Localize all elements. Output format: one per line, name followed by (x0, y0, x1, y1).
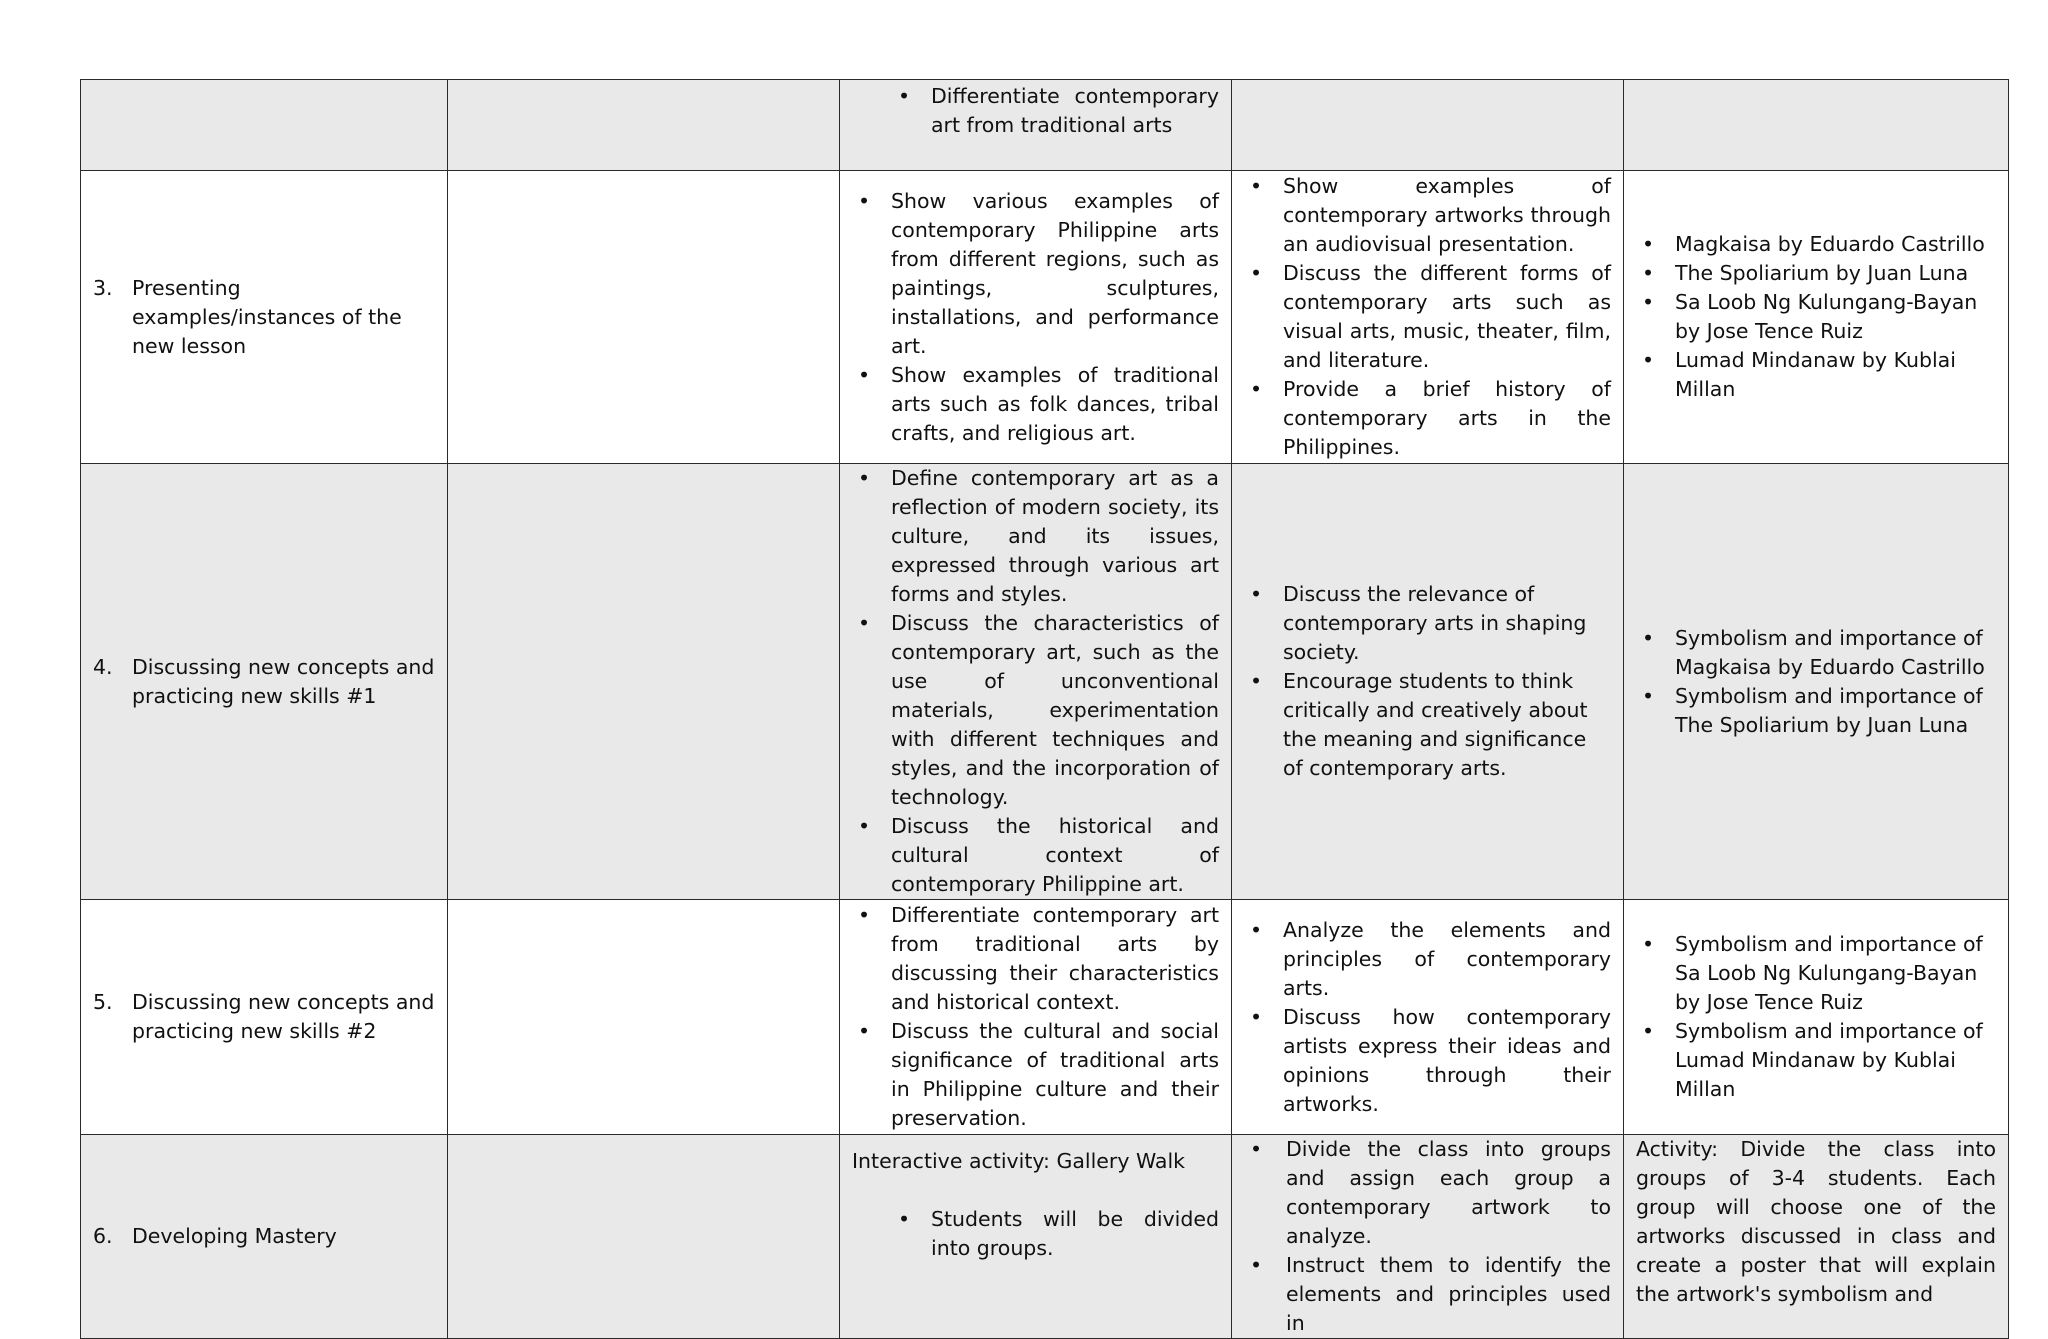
objectives-cell (448, 1135, 840, 1339)
bullet-list (852, 187, 1219, 448)
resources-cell (1624, 900, 2009, 1135)
document-page (80, 79, 2008, 1335)
step-number: 4. (93, 654, 113, 679)
content-cell (840, 80, 1232, 171)
bullet-list (852, 82, 1219, 140)
table-row (81, 900, 2009, 1135)
bullet-list (1636, 624, 1996, 740)
list-item: • Discuss the different forms of contemporary arts such as visual arts, music, theater, film, and literature. (1244, 259, 1611, 375)
list-item: • Discuss the historical and cultural context of contemporary Philippine art. (852, 812, 1219, 899)
objectives-cell (448, 900, 840, 1135)
resources-cell (1624, 1135, 2009, 1339)
bullet-list (1244, 172, 1611, 462)
procedure-cell (81, 80, 448, 171)
list-item: • Students will be divided into groups. (852, 1205, 1219, 1263)
list-item: • The Spoliarium by Juan Luna (1636, 259, 1996, 288)
resources-cell (1624, 171, 2009, 464)
bullet-list (1636, 930, 1996, 1104)
list-item: • Divide the class into groups and assign each group a contemporary artwork to analyze. (1244, 1135, 1611, 1251)
list-item: • Discuss the characteristics of contemporary art, such as the use of unconventional materials, experimentation with different techniques and styles, and the incorporation of technology. (852, 609, 1219, 812)
bullet-list (1636, 230, 1996, 404)
procedure-cell (81, 464, 448, 900)
step-label: Developing Mastery (132, 1224, 337, 1248)
list-item: • Define contemporary art as a reflection of modern society, its culture, and its issues, expressed through various art forms and styles. (852, 464, 1219, 609)
bullet-list (1244, 580, 1611, 783)
list-item: • Show examples of contemporary artworks through an audiovisual presentation. (1244, 172, 1611, 259)
procedure-cell (81, 900, 448, 1135)
list-item: • Discuss the relevance of contemporary arts in shaping society. (1244, 580, 1611, 667)
list-item: • Symbolism and importance of The Spoliarium by Juan Luna (1636, 682, 1996, 740)
objectives-cell (448, 80, 840, 171)
activity-intro: Interactive activity: Gallery Walk (852, 1149, 1186, 1173)
list-item: • Magkaisa by Eduardo Castrillo (1636, 230, 1996, 259)
objectives-cell (448, 464, 840, 900)
step-number: 3. (93, 275, 113, 300)
list-item: • Discuss the cultural and social significance of traditional arts in Philippine culture and their preservation. (852, 1017, 1219, 1133)
activity-cell (1232, 80, 1624, 171)
list-item: • Discuss how contemporary artists express their ideas and opinions through their artworks. (1244, 1003, 1611, 1119)
list-item: • Encourage students to think critically and creatively about the meaning and significance of contemporary arts. (1244, 667, 1611, 783)
table-row (81, 464, 2009, 900)
list-item: • Instruct them to identify the elements and principles used in (1244, 1251, 1611, 1338)
activity-cell (1232, 900, 1624, 1135)
bullet-list (852, 1205, 1219, 1263)
table-row (81, 171, 2009, 464)
resources-cell (1624, 464, 2009, 900)
bullet-list (1244, 1135, 1611, 1338)
list-item: • Symbolism and importance of Magkaisa by Eduardo Castrillo (1636, 624, 1996, 682)
content-cell (840, 1135, 1232, 1339)
lesson-plan-table (80, 79, 2009, 1339)
list-item: • Symbolism and importance of Lumad Mindanaw by Kublai Millan (1636, 1017, 1996, 1104)
objectives-cell (448, 171, 840, 464)
activity-cell (1232, 1135, 1624, 1339)
step-label: Discussing new concepts and practicing new skills #2 (132, 990, 435, 1043)
list-item: • Sa Loob Ng Kulungang-Bayan by Jose Tence Ruiz (1636, 288, 1996, 346)
table-row (81, 1135, 2009, 1339)
procedure-cell (81, 1135, 448, 1339)
list-item: • Differentiate contemporary art from traditional arts (852, 82, 1219, 140)
list-item: • Symbolism and importance of Sa Loob Ng Kulungang-Bayan by Jose Tence Ruiz (1636, 930, 1996, 1017)
step-label: Discussing new concepts and practicing new skills #1 (132, 654, 435, 708)
activity-cell (1232, 464, 1624, 900)
bullet-list (852, 464, 1219, 899)
list-item: • Show examples of traditional arts such as folk dances, tribal crafts, and religious art. (852, 361, 1219, 448)
step-number: 6. (93, 1224, 113, 1248)
list-item: • Provide a brief history of contemporary arts in the Philippines. (1244, 375, 1611, 462)
list-item: • Analyze the elements and principles of contemporary arts. (1244, 916, 1611, 1003)
bullet-list (1244, 916, 1611, 1119)
content-cell (840, 464, 1232, 900)
step-label: Presenting examples/instances of the new lesson (132, 275, 402, 358)
list-item: • Lumad Mindanaw by Kublai Millan (1636, 346, 1996, 404)
procedure-cell (81, 171, 448, 464)
step-number: 5. (93, 990, 113, 1014)
content-cell (840, 171, 1232, 464)
list-item: • Differentiate contemporary art from traditional arts by discussing their characteristics and historical context. (852, 901, 1219, 1017)
resources-cell (1624, 80, 2009, 171)
activity-description: Activity: Divide the class into groups of 3-4 students. Each group will choose one of the artworks discussed in class and create a poster that will explain the artwork's symbolism and (1636, 1137, 1996, 1306)
table-row (81, 80, 2009, 171)
content-cell (840, 900, 1232, 1135)
activity-cell (1232, 171, 1624, 464)
list-item: • Show various examples of contemporary Philippine arts from different regions, such as paintings, sculptures, installations, and performance art. (852, 187, 1219, 361)
bullet-list (852, 901, 1219, 1133)
